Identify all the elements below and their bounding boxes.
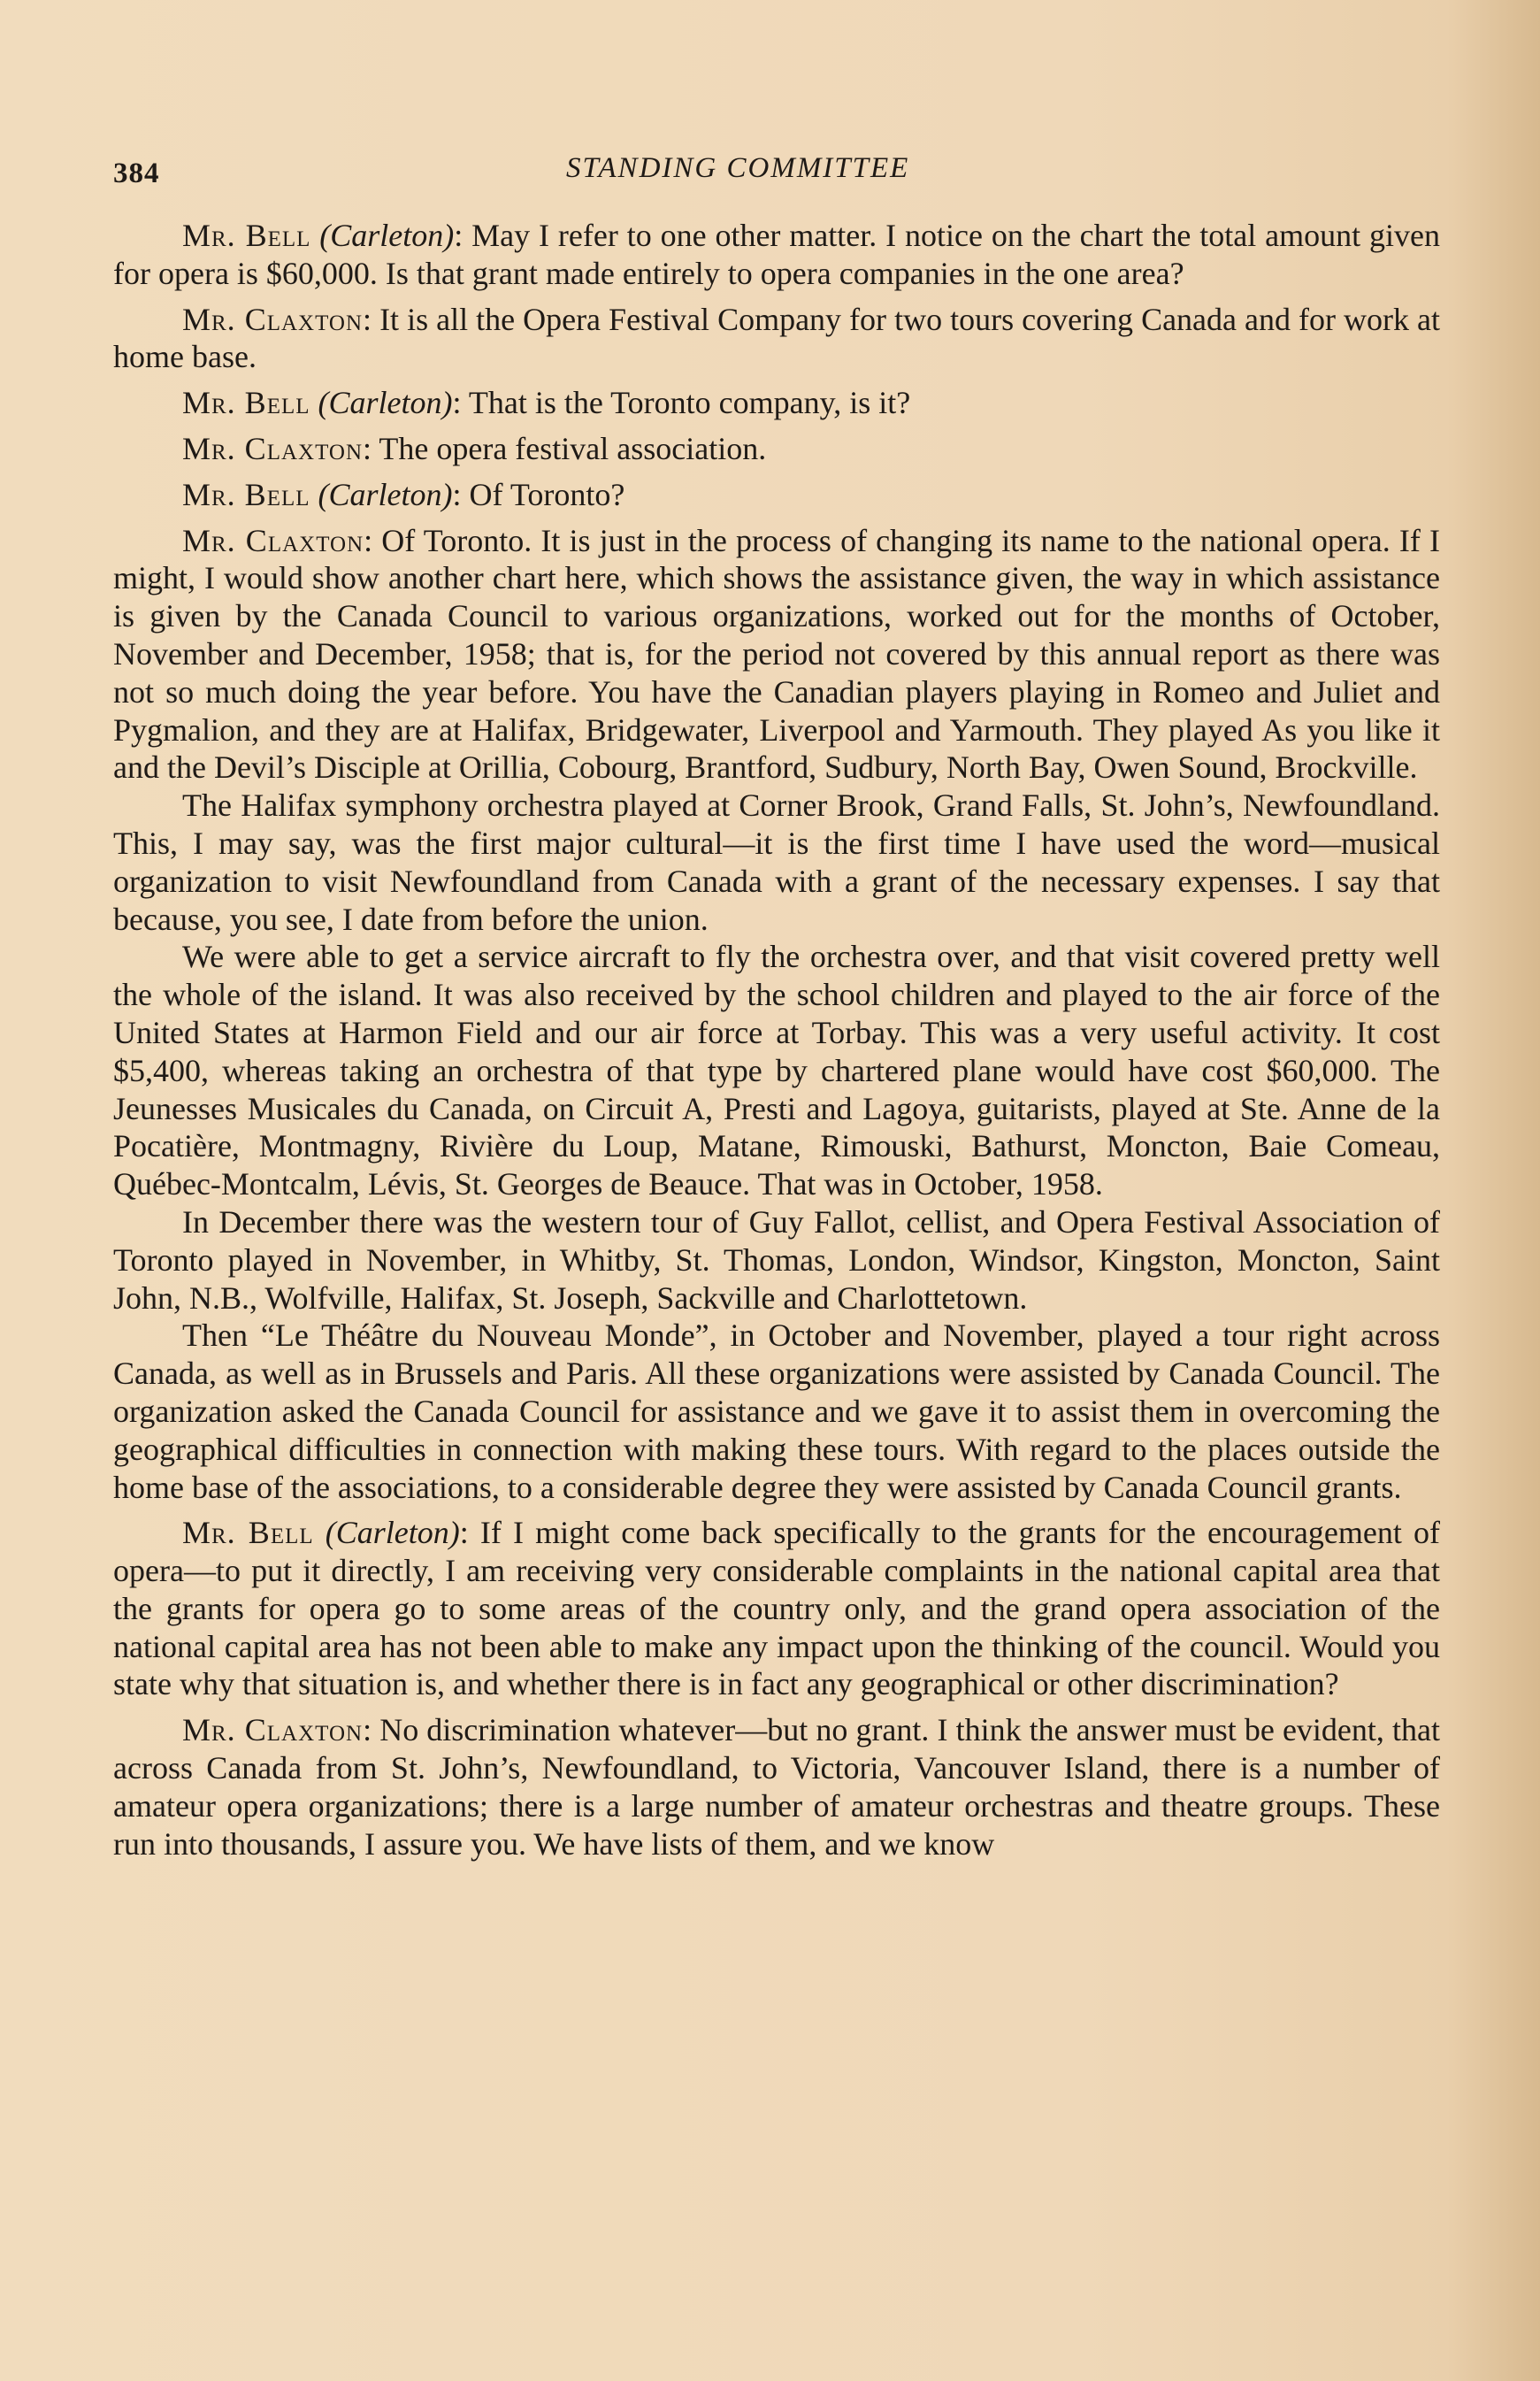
body-text [113,217,1440,1870]
speaker-colon: : [452,476,462,512]
speaker-name: Mr. Claxton [182,301,364,337]
paragraph [113,217,1440,293]
speaker-name: Mr. Bell [182,476,310,512]
paragraph [113,522,1440,787]
speaker-colon: : [363,301,372,337]
paragraph [113,476,1440,514]
speaker-colon: : [363,1712,372,1748]
paragraph-text: The Halifax symphony orchestra played at Corner Brook, Grand Falls, St. John’s, Newfoundland. This, I may say, was the first major cultural—it is the first time I have used the word—musical organization to visit Newfoundland from Canada with a grant of the necessary expenses. I say that because, you see, I date from before the union. [113,787,1440,937]
paragraph [113,301,1440,377]
paragraph-text: Then “Le Théâtre du Nouveau Monde”, in October and November, played a tour right across Canada, as well as in Brussels and Paris. All these organizations were assisted by Canada Council. The organization asked the Canada Council for assistance and we gave it to assist them in overcoming the geographical difficulties in connection with making these tours. With regard to the places outside the home base of the associations, to a considerable degree they were assisted by Canada Council grants. [113,1317,1440,1505]
paragraph [113,1317,1440,1506]
speaker-riding: (Carleton) [318,385,453,421]
speaker-riding: (Carleton) [318,476,453,512]
speaker-colon: : [452,385,462,421]
speaker-colon: : [363,430,372,466]
speaker-name: Mr. Claxton [182,1712,364,1748]
speaker-colon: : [454,218,464,253]
paragraph-text: In December there was the western tour of Guy Fallot, cellist, and Opera Festival Association of Toronto played in November, in Whitby, St. Thomas, London, Windsor, Kingston, Moncton, Saint John, N.B., Wolfville, Halifax, St. Joseph, Sackville and Charlottetown. [113,1203,1440,1316]
paragraph [113,1203,1440,1317]
paragraph [113,1711,1440,1863]
paragraph [113,1514,1440,1703]
paragraph-text: May I refer to one other matter. I notice on the chart the total amount given for opera is $60,000. Is that grant made entirely to opera companies in the one area? [113,218,1440,291]
speaker-name: Mr. Bell [182,1515,314,1551]
paragraph-text: The opera festival association. [372,430,767,466]
paragraph-text: Of Toronto. It is just in the process of changing its name to the national opera. If I might, I would show another chart here, which shows the assistance given, the way in which assistance is given by the Canada Council to various organizations, worked out for the months of October, November and December, 1958; that is, for the period not covered by this annual report as there was not so much doing the year before. You have the Canadian players playing in Romeo and Juliet and Pygmalion, and they are at Halifax, Bridgewater, Liverpool and Yarmouth. They played As you like it and the Devil’s Disciple at Orillia, Cobourg, Brantford, Sudbury, North Bay, Owen Sound, Brockville. [113,522,1440,786]
running-title: STANDING COMMITTEE [566,152,910,184]
paragraph [113,430,1440,468]
speaker-colon: : [364,522,373,558]
speaker-name: Mr. Claxton [182,522,364,558]
paragraph-text: If I might come back specifically to the grants for the encouragement of opera—to put it directly, I am receiving very considerable complaints in the national capital area that the grants for opera go to some areas of the country only, and the grand opera association of the national capital area has not been able to make any impact upon the thinking of the council. Would you state why that situation is, and whether there is in fact any geographical or other discrimination? [113,1515,1440,1702]
speaker-name: Mr. Claxton [182,430,364,466]
paragraph [113,938,1440,1203]
page-number: 384 [113,157,160,189]
paragraph-text: Of Toronto? [461,476,625,512]
paragraph-text: We were able to get a service aircraft to fly the orchestra over, and that visit covered pretty well the whole of the island. It was also received by the school children and played to the air force of the United States at Harmon Field and our air force at Torbay. This was a very useful activity. It cost $5,400, whereas taking an orchestra of that type by chartered plane would have cost $60,000. The Jeunesses Musicales du Canada, on Circuit A, Presti and Lagoya, guitarists, played at Ste. Anne de la Pocatière, Montmagny, Rivière du Loup, Matane, Rimouski, Bathurst, Moncton, Baie Comeau, Québec-Montcalm, Lévis, St. Georges de Beauce. That was in October, 1958. [113,939,1440,1202]
paragraph-text: It is all the Opera Festival Company for two tours covering Canada and for work at home base. [113,301,1440,375]
paragraph [113,384,1440,422]
speaker-colon: : [459,1515,469,1551]
paragraph-text: That is the Toronto company, is it? [461,385,911,421]
paragraph-text: No discrimination whatever—but no grant. I think the answer must be evident, that across Canada from St. John’s, Newfoundland, to Victoria, Vancouver Island, there is a number of amateur opera organizations; there is a large number of amateur orchestras and theatre groups. These run into thousands, I assure you. We have lists of them, and we know [113,1712,1440,1862]
speaker-riding: (Carleton) [319,218,455,253]
speaker-name: Mr. Bell [182,385,310,421]
paragraph [113,787,1440,938]
speaker-riding: (Carleton) [325,1515,460,1551]
speaker-name: Mr. Bell [182,218,311,253]
